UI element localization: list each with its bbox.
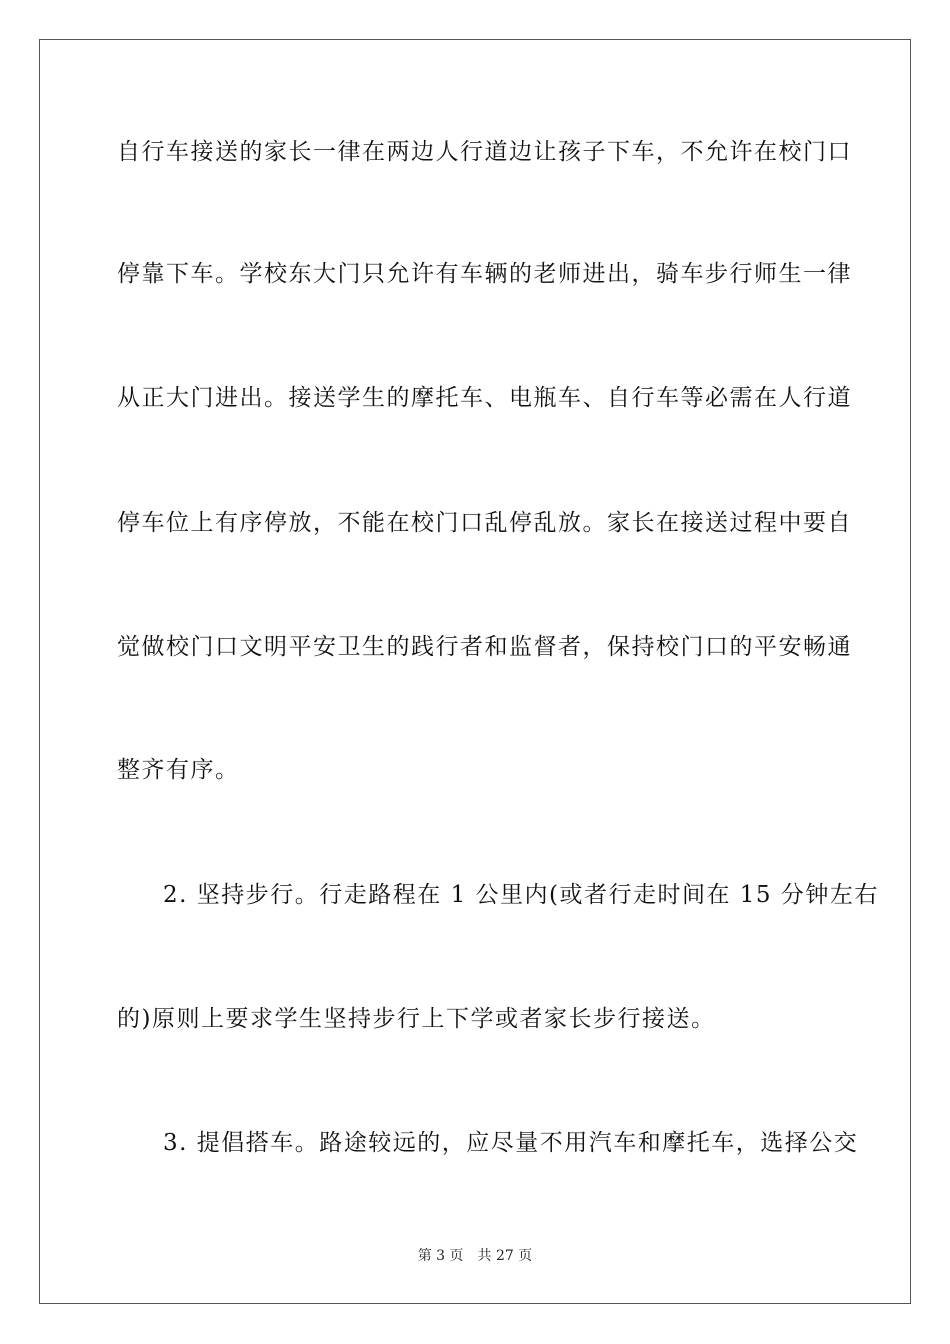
- text-line: 停车位上有序停放，不能在校门口乱停乱放。家长在接送过程中要自: [117, 510, 852, 536]
- text-line: 停靠下车。学校东大门只允许有车辆的老师进出，骑车步行师生一律: [117, 261, 852, 287]
- text-line: 的)原则上要求学生坚持步行上下学或者家长步行接送。: [117, 1006, 716, 1032]
- text-line: 自行车接送的家长一律在两边人行道边让孩子下车，不允许在校门口: [117, 139, 852, 165]
- total-page-count: 共 27 页: [477, 1248, 533, 1264]
- text-line: 从正大门进出。接送学生的摩托车、电瓶车、自行车等必需在人行道: [117, 385, 852, 411]
- page-footer: [0, 1246, 950, 1266]
- current-page-number: 第 3 页: [417, 1248, 464, 1264]
- text-line: 觉做校门口文明平安卫生的践行者和监督者，保持校门口的平安畅通: [117, 634, 852, 660]
- page-border: [39, 39, 911, 1304]
- paragraph-item-2: 2. 坚持步行。行走路程在 1 公里内(或者行走时间在 15 分钟左右: [163, 882, 879, 908]
- paragraph-item-3: 3. 提倡搭车。路途较远的，应尽量不用汽车和摩托车，选择公交: [163, 1130, 859, 1156]
- text-line: 整齐有序。: [117, 757, 240, 783]
